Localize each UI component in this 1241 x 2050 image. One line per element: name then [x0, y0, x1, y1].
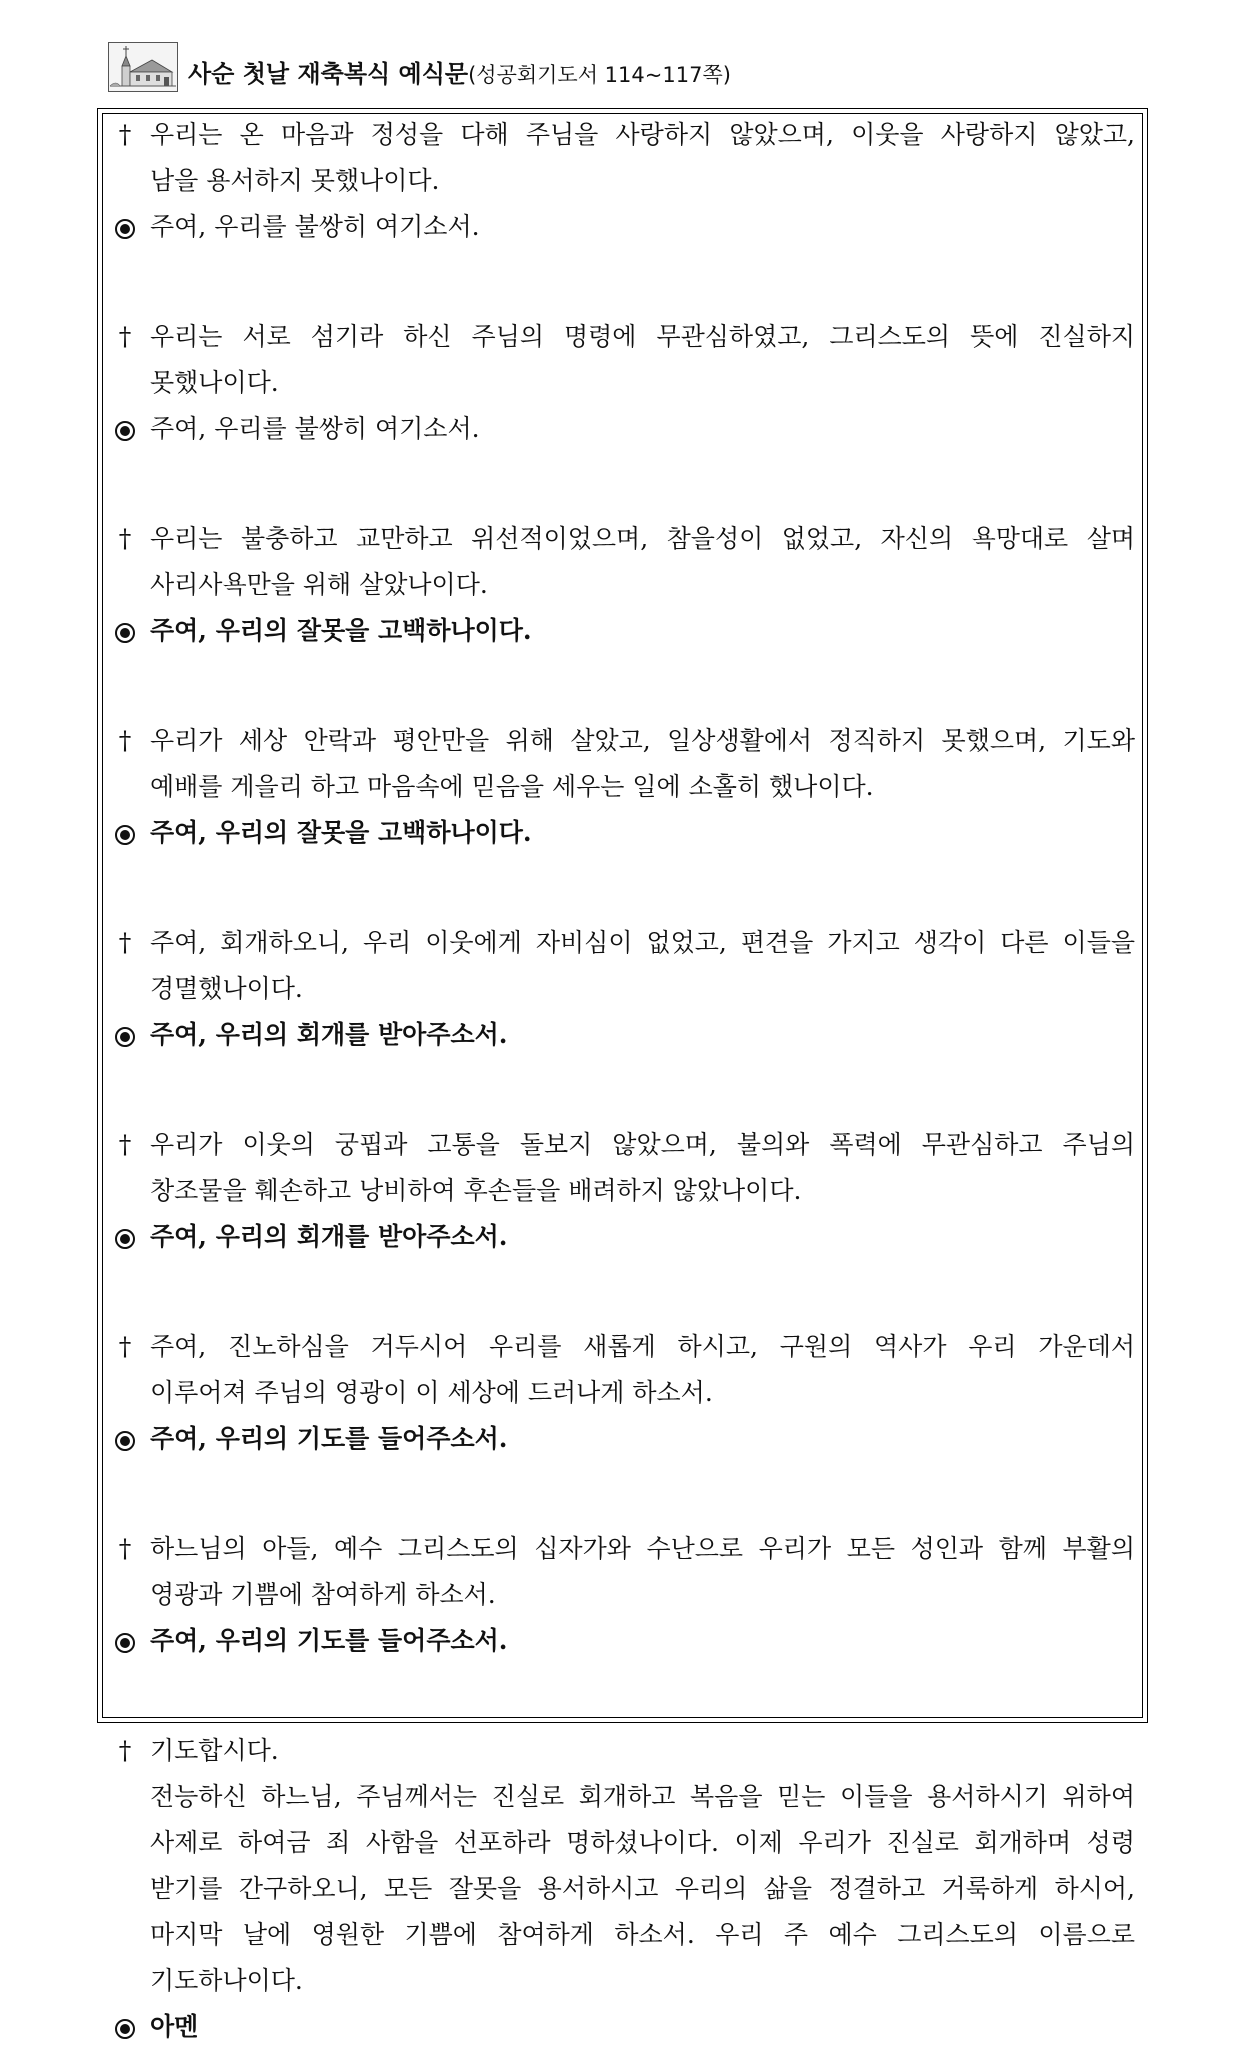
leader-text: 남을 용서하지 못했나이다. [150, 166, 440, 195]
leader-line [108, 516, 1138, 562]
leader-line [108, 1958, 1138, 2004]
response-text: 주여, 우리를 불쌍히 여기소서. [150, 414, 480, 443]
leader-line [108, 1122, 1138, 1168]
litany-petition [108, 112, 1138, 250]
litany-petition [108, 1122, 1138, 1260]
leader-line [108, 112, 1138, 158]
leader-text: 주여, 회개하오니, 우리 이웃에게 자비심이 없었고, 편견을 가지고 생각이 다른 이들을 [150, 928, 1135, 957]
litany-body [108, 112, 1138, 2050]
circled-dot-icon [108, 1416, 142, 1462]
leader-line [108, 1572, 1138, 1618]
response-text: 주여, 우리를 불쌍히 여기소서. [150, 212, 480, 241]
church-icon [108, 42, 178, 92]
circled-dot-icon [108, 608, 142, 654]
leader-text: 이루어져 주님의 영광이 이 세상에 드러나게 하소서. [150, 1378, 713, 1407]
leader-mark: † [118, 928, 132, 957]
leader-text: 주여, 진노하심을 거두시어 우리를 새롭게 하시고, 구원의 역사가 우리 가운데서 [150, 1332, 1135, 1361]
circled-dot-icon [108, 2004, 142, 2050]
leader-text: 하느님의 아들, 예수 그리스도의 십자가와 수난으로 우리가 모든 성인과 함께 부활의 [150, 1534, 1135, 1563]
leader-text: 기도합시다. [150, 1736, 279, 1765]
leader-line [108, 1728, 1138, 1774]
leader-line [108, 314, 1138, 360]
leader-mark: † [118, 120, 132, 149]
leader-text: 우리는 서로 섬기라 하신 주님의 명령에 무관심하였고, 그리스도의 뜻에 진실하지 [150, 322, 1135, 351]
page-header [108, 40, 731, 92]
leader-mark: † [118, 1130, 132, 1159]
response-line [108, 1618, 1138, 1664]
circled-dot-icon [108, 1618, 142, 1664]
leader-line [108, 718, 1138, 764]
leader-line [108, 966, 1138, 1012]
litany-petition [108, 920, 1138, 1058]
title-reference: (성공회기도서 114~117쪽) [468, 63, 731, 87]
leader-line [108, 920, 1138, 966]
page-title [188, 59, 731, 92]
leader-text: 예배를 게을리 하고 마음속에 믿음을 세우는 일에 소홀히 했나이다. [150, 772, 874, 801]
leader-line [108, 1774, 1138, 1820]
circled-dot-icon [108, 1214, 142, 1260]
leader-line [108, 1866, 1138, 1912]
leader-text: 우리가 이웃의 궁핍과 고통을 돌보지 않았으며, 불의와 폭력에 무관심하고 주님의 [150, 1130, 1135, 1159]
litany-petition [108, 718, 1138, 856]
leader-text: 사리사욕만을 위해 살았나이다. [150, 570, 488, 599]
litany-petition [108, 516, 1138, 654]
title-main: 사순 첫날 재축복식 예식문 [188, 60, 469, 88]
leader-text: 경멸했나이다. [150, 974, 303, 1003]
response-line [108, 608, 1138, 654]
leader-text: 못했나이다. [150, 368, 279, 397]
leader-line [108, 1168, 1138, 1214]
leader-text: 받기를 간구하오니, 모든 잘못을 용서하시고 우리의 삶을 정결하고 거룩하게 하시어, [150, 1874, 1135, 1903]
leader-text: 영광과 기쁨에 참여하게 하소서. [150, 1580, 496, 1609]
response-line [108, 204, 1138, 250]
response-line [108, 406, 1138, 452]
leader-line [108, 1370, 1138, 1416]
response-text: 주여, 우리의 회개를 받아주소서. [150, 1222, 508, 1251]
response-line [108, 1214, 1138, 1260]
leader-mark: † [118, 726, 132, 755]
leader-text: 사제로 하여금 죄 사함을 선포하라 명하셨나이다. 이제 우리가 진실로 회개하며 성령 [150, 1828, 1135, 1857]
response-text: 주여, 우리의 잘못을 고백하나이다. [150, 616, 532, 645]
leader-line [108, 1820, 1138, 1866]
response-line [108, 2004, 1138, 2050]
leader-line [108, 1912, 1138, 1958]
litany-petition [108, 1526, 1138, 1664]
leader-text: 기도하나이다. [150, 1966, 303, 1995]
response-line [108, 1012, 1138, 1058]
response-text: 주여, 우리의 기도를 들어주소서. [150, 1424, 508, 1453]
leader-line [108, 158, 1138, 204]
circled-dot-icon [108, 1012, 142, 1058]
response-line [108, 1416, 1138, 1462]
circled-dot-icon [108, 204, 142, 250]
leader-mark: † [118, 1332, 132, 1361]
leader-text: 우리가 세상 안락과 평안만을 위해 살았고, 일상생활에서 정직하지 못했으며, 기도와 [150, 726, 1135, 755]
leader-line [108, 562, 1138, 608]
leader-text: 우리는 온 마음과 정성을 다해 주님을 사랑하지 않았으며, 이웃을 사랑하지 않았고, [150, 120, 1135, 149]
response-text: 주여, 우리의 회개를 받아주소서. [150, 1020, 508, 1049]
litany-petition [108, 314, 1138, 452]
leader-mark: † [118, 524, 132, 553]
leader-mark: † [118, 322, 132, 351]
leader-line [108, 764, 1138, 810]
response-text: 주여, 우리의 잘못을 고백하나이다. [150, 818, 532, 847]
leader-text: 마지막 날에 영원한 기쁨에 참여하게 하소서. 우리 주 예수 그리스도의 이름으로 [150, 1920, 1135, 1949]
leader-line [108, 1526, 1138, 1572]
circled-dot-icon [108, 406, 142, 452]
leader-line [108, 360, 1138, 406]
leader-line [108, 1324, 1138, 1370]
circled-dot-icon [108, 810, 142, 856]
response-text: 주여, 우리의 기도를 들어주소서. [150, 1626, 508, 1655]
collect-prayer [108, 1728, 1138, 2050]
litany-petition [108, 1324, 1138, 1462]
leader-text: 우리는 불충하고 교만하고 위선적이었으며, 참을성이 없었고, 자신의 욕망대로 살며 [150, 524, 1135, 553]
leader-text: 창조물을 훼손하고 낭비하여 후손들을 배려하지 않았나이다. [150, 1176, 802, 1205]
response-line [108, 810, 1138, 856]
leader-mark: † [118, 1534, 132, 1563]
leader-text: 전능하신 하느님, 주님께서는 진실로 회개하고 복음을 믿는 이들을 용서하시기 위하여 [150, 1782, 1135, 1811]
leader-mark: † [118, 1736, 132, 1765]
response-text: 아멘 [150, 2012, 199, 2041]
